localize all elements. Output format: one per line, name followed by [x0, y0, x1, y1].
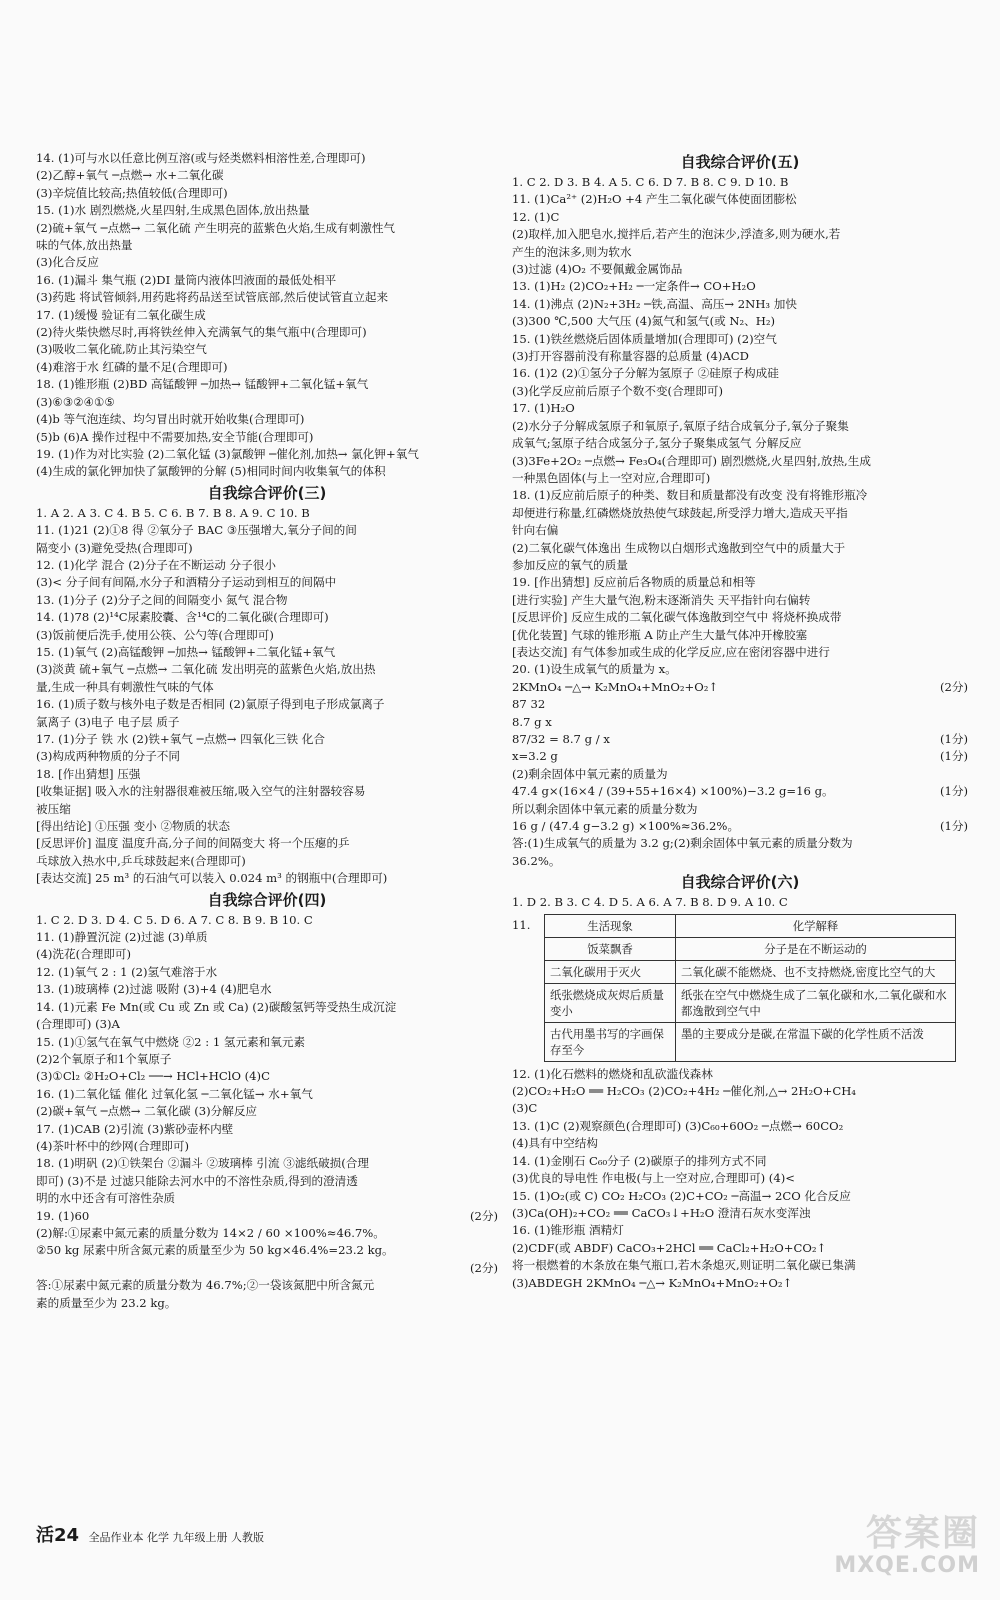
answer-text: 2KMnO₄ ─△→ K₂MnO₄+MnO₂+O₂↑ — [512, 679, 719, 694]
answer-text: 16. (1)2 (2)①氢分子分解为氢原子 ②硅原子构成硅 — [512, 366, 779, 381]
table-header: 化学解释 — [676, 914, 956, 937]
answer-line — [36, 272, 498, 289]
answer-line — [512, 818, 968, 835]
answer-line — [512, 696, 968, 713]
answer-line — [36, 254, 498, 271]
answer-line — [512, 766, 968, 783]
answer-text: 所以剩余固体中氧元素的质量分数为 — [512, 801, 698, 816]
answer-line — [36, 912, 498, 929]
answer-line — [36, 714, 498, 731]
answer-text: 量,生成一种具有刺激性气味的气体 — [36, 679, 214, 694]
answer-line — [512, 557, 968, 574]
answer-text: 17. (1)CAB (2)引流 (3)紫砂壶杯内壁 — [36, 1121, 234, 1136]
answer-text: 却便进行称量,红磷燃烧放热使气球鼓起,所受浮力增大,造成天平指 — [512, 505, 848, 520]
answer-line — [512, 226, 968, 243]
answer-text: (3)< 分子间有间隔,水分子和酒精分子运动到相互的间隔中 — [36, 575, 337, 590]
answer-line — [36, 661, 498, 678]
answer-line — [512, 574, 968, 591]
answer-line — [512, 209, 968, 226]
answer-text: 12. (1)氧气 2 : 1 (2)氢气难溶于水 — [36, 964, 218, 979]
answer-line — [36, 289, 498, 306]
answer-text: (合理即可) (3)A — [36, 1017, 120, 1032]
answer-text: 明的水中还含有可溶性杂质 — [36, 1191, 176, 1206]
answer-text: 1. D 2. B 3. C 4. D 5. A 6. A 7. B 8. D 9. A 10. C — [512, 895, 788, 910]
answer-text: (3)⑥③②④①⑤ — [36, 394, 115, 409]
answer-line — [36, 150, 498, 167]
answer-line — [36, 627, 498, 644]
answer-text: [表达交流] 有气体参加或生成的化学反应,应在密闭容器中进行 — [512, 644, 830, 659]
answer-line — [512, 313, 968, 330]
answer-text: 15. (1)O₂(或 C) CO₂ H₂CO₃ (2)C+CO₂ ─高温→ 2CO 化合反应 — [512, 1188, 851, 1203]
answer-text: 氯离子 (3)电子 电子层 质子 — [36, 714, 180, 729]
answer-line — [36, 1034, 498, 1051]
answer-text: [反思评价] 温度 温度升高,分子间的间隔变大 将一个压瘪的乒 — [36, 836, 350, 851]
answer-line — [36, 1068, 498, 1085]
answer-text: 87/32 = 8.7 g / x — [512, 732, 610, 746]
answer-text: [进行实验] 产生大量气泡,粉末逐渐消失 天平指针向右偏转 — [512, 592, 811, 607]
answer-text: 17. (1)分子 铁 水 (2)铁+氧气 ─点燃→ 四氧化三铁 化合 — [36, 732, 325, 746]
answer-text: 将一根燃着的木条放在集气瓶口,若木条熄灭,则证明二氧化碳已集满 — [512, 1258, 856, 1273]
table-cell: 纸张在空气中燃烧生成了二氧化碳和水,二氧化碳和水都逸散到空气中 — [676, 983, 956, 1022]
answer-line — [36, 1103, 498, 1120]
answer-text: (3)打开容器前没有称量容器的总质量 (4)ACD — [512, 349, 749, 364]
answer-text: 11. (1)21 (2)①8 得 ②氧分子 BAC ③压强增大,氧分子间的间 — [36, 523, 357, 538]
answer-text: (3)饭前便后洗手,使用公筷、公勺等(合理即可) — [36, 627, 274, 642]
answer-text: 即可) (3)不是 过滤只能除去河水中的不溶性杂质,得到的澄清透 — [36, 1173, 358, 1188]
answer-text: 18. (1)明矾 (2)①铁架台 ②漏斗 ②玻璃棒 引流 ③滤纸破损(合理 — [36, 1156, 369, 1171]
answer-line — [512, 731, 968, 748]
answer-line — [36, 1138, 498, 1155]
answer-line — [512, 1135, 968, 1152]
answer-text: 19. (1)作为对比实验 (2)二氧化锰 (3)氯酸钾 ─催化剂,加热→ 氯化钾+氧气 — [36, 446, 419, 461]
right-column — [512, 150, 968, 1292]
answer-text: [优化装置] 气球的锥形瓶 A 防止产生大量气体冲开橡胶塞 — [512, 627, 808, 642]
table-question-11 — [512, 914, 968, 1062]
answer-line — [512, 261, 968, 278]
answer-line — [36, 359, 498, 376]
answer-line — [36, 870, 498, 887]
answer-line — [512, 470, 968, 487]
answer-text: (2)乙醇+氧气 ─点燃→ 水+二氧化碳 — [36, 168, 224, 183]
answer-text: (3)优良的导电性 作电极(与上一空对应,合理即可) (4)< — [512, 1171, 795, 1186]
answer-text: 被压缩 — [36, 801, 71, 816]
section-title — [512, 151, 968, 173]
answer-text: (2)剩余固体中氧元素的质量为 — [512, 766, 668, 781]
answer-line — [36, 1225, 498, 1242]
answer-line — [512, 661, 968, 678]
answer-line — [36, 237, 498, 254]
answer-text: (3)300 ℃,500 大气压 (4)氮气和氢气(或 N₂、H₂) — [512, 314, 776, 329]
answer-text: 乓球放入热水中,乒乓球鼓起来(合理即可) — [36, 853, 246, 868]
answer-line — [512, 1100, 968, 1117]
answer-line — [36, 1173, 498, 1190]
answer-line — [36, 1295, 498, 1312]
answer-line — [512, 348, 968, 365]
answer-line — [36, 964, 498, 981]
answer-line — [512, 1083, 968, 1100]
answer-text: 答:(1)生成氧气的质量为 3.2 g;(2)剩余固体中氧元素的质量分数为 — [512, 836, 853, 851]
left-column — [36, 150, 498, 1312]
answer-text: (3)ABDEGH 2KMnO₄ ─△→ K₂MnO₄+MnO₂+O₂↑ — [512, 1275, 793, 1290]
answer-line — [512, 714, 968, 731]
answer-text: [收集证据] 吸入水的注射器很难被压缩,吸入空气的注射器较容易 — [36, 784, 366, 799]
answer-line — [512, 1153, 968, 1170]
answer-text: 14. (1)78 (2)¹⁴C尿素胶囊、含¹⁴C的二氧化碳(合理即可) — [36, 610, 329, 625]
answer-text: (2)待火柴快燃尽时,再将铁丝伸入充满氧气的集气瓶中(合理即可) — [36, 325, 367, 340]
page-number: 活24 — [36, 1525, 80, 1546]
answer-line — [512, 400, 968, 417]
answer-text: (3)过滤 (4)O₂ 不要佩戴金属饰品 — [512, 262, 683, 277]
section-title — [36, 482, 498, 504]
answer-text: (2)水分子分解成氢原子和氧原子,氧原子结合成氧分子,氧分子聚集 — [512, 418, 849, 433]
answer-text: 11. (1)静置沉淀 (2)过滤 (3)单质 — [36, 930, 208, 945]
answer-text: (3)构成两种物质的分子不同 — [36, 749, 180, 764]
answer-text: 答:①尿素中氮元素的质量分数为 46.7%;②一袋该氮肥中所含氮元 — [36, 1278, 375, 1293]
answer-text: (2)解:①尿素中氮元素的质量分数为 14×2 / 60 ×100%≈46.7%。 — [36, 1225, 385, 1240]
table-cell: 二氧化碳不能燃烧、也不支持燃烧,密度比空气的大 — [676, 960, 956, 983]
answer-text: [得出结论] ①压强 变小 ②物质的状态 — [36, 819, 231, 834]
answer-line — [36, 557, 498, 574]
answer-text: 自我综合评价(五) — [680, 153, 800, 171]
answer-line — [36, 429, 498, 446]
answer-text: (4)洗花(合理即可) — [36, 947, 132, 962]
answer-line — [36, 835, 498, 852]
answer-line — [36, 220, 498, 237]
answer-text: 19. (1)60 — [36, 1208, 90, 1223]
answer-line — [36, 801, 498, 818]
answer-line — [512, 383, 968, 400]
answer-text: [反思评价] 反应生成的二氧化碳气体逸散到空气中 将烧杯换成带 — [512, 610, 842, 625]
answer-line — [36, 505, 498, 522]
answer-text: 自我综合评价(六) — [680, 873, 800, 892]
answer-text: 味的气体,放出热量 — [36, 238, 133, 253]
answer-text: (2)CDF(或 ABDF) CaCO₃+2HCl ══ CaCl₂+H₂O+CO₂↑ — [512, 1240, 827, 1255]
answer-line — [36, 522, 498, 539]
answer-line — [512, 244, 968, 261]
score-note: (2分) — [939, 679, 968, 694]
answer-text: [表达交流] 25 m³ 的石油气可以装入 0.024 m³ 的钢瓶中(合理即可) — [36, 871, 388, 886]
table-cell: 墨的主要成分是碳,在常温下碳的化学性质不活泼 — [676, 1022, 956, 1061]
answer-line — [512, 1188, 968, 1205]
answer-line — [512, 1240, 968, 1257]
table-cell: 古代用墨书写的字画保存至今 — [545, 1022, 676, 1061]
answer-line — [512, 644, 968, 661]
answer-line — [36, 766, 498, 783]
answer-line — [36, 1086, 498, 1103]
answer-line — [512, 331, 968, 348]
answer-text: 47.4 g×(16×4 / (39+55+16×4) ×100%)−3.2 g=16 g。 — [512, 784, 834, 799]
answer-line — [512, 365, 968, 382]
answer-text: 16. (1)二氧化锰 催化 过氧化氢 ─二氧化锰→ 水+氧气 — [36, 1086, 313, 1101]
answer-text: (2)CO₂+H₂O ══ H₂CO₃ (2)CO₂+4H₂ ─催化剂,△→ 2H₂O+CH₄ — [512, 1084, 856, 1099]
answer-line — [512, 418, 968, 435]
answer-text: 18. (1)锥形瓶 (2)BD 高锰酸钾 ─加热→ 锰酸钾+二氧化锰+氧气 — [36, 377, 369, 392]
answer-line — [36, 981, 498, 998]
answer-line — [512, 1066, 968, 1083]
answer-line — [36, 1016, 498, 1033]
answer-line — [512, 1170, 968, 1187]
answer-text: 参加反应的氧气的质量 — [512, 557, 628, 572]
answer-line — [36, 463, 498, 480]
answer-line — [36, 411, 498, 428]
answer-text: 14. (1)元素 Fe Mn(或 Cu 或 Zn 或 Ca) (2)碳酸氢钙等受热生成沉淀 — [36, 999, 397, 1014]
answer-line — [36, 946, 498, 963]
answer-line — [512, 278, 968, 295]
answer-line — [512, 505, 968, 522]
answer-text: 13. (1)玻璃棒 (2)过滤 吸附 (3)+4 (4)肥皂水 — [36, 982, 272, 997]
answer-text: 15. (1)①氢气在氧气中燃烧 ②2 : 1 氢元素和氧元素 — [36, 1034, 306, 1049]
table-row — [545, 937, 956, 960]
answer-text: (4)具有中空结构 — [512, 1136, 598, 1151]
answer-line — [512, 748, 968, 765]
answer-line — [36, 446, 498, 463]
answer-line — [512, 835, 968, 852]
answer-line — [36, 644, 498, 661]
answer-text: ②50 kg 尿素中所含氮元素的质量至少为 50 kg×46.4%=23.2 kg。 — [36, 1243, 394, 1258]
answer-line — [36, 1242, 498, 1259]
answer-line — [36, 307, 498, 324]
answer-line — [36, 999, 498, 1016]
table-cell: 纸张燃烧成灰烬后质量变小 — [545, 983, 676, 1022]
answer-line — [36, 394, 498, 411]
answer-text: 产生的泡沫多,则为软水 — [512, 244, 632, 259]
answer-line — [36, 1208, 498, 1225]
watermark-logo — [790, 1505, 980, 1585]
explanation-table — [544, 914, 956, 1062]
table-row — [545, 960, 956, 983]
answer-line — [36, 696, 498, 713]
answer-line — [512, 679, 968, 696]
answer-text: 17. (1)H₂O — [512, 401, 575, 416]
answer-text: 16 g / (47.4 g−3.2 g) ×100%≈36.2%。 — [512, 819, 740, 834]
answer-text: 13. (1)H₂ (2)CO₂+H₂ ─一定条件→ CO+H₂O — [512, 279, 756, 294]
answer-line — [36, 748, 498, 765]
answer-line — [512, 1222, 968, 1239]
answer-text: (3)辛烷值比较高;热值较低(合理即可) — [36, 185, 228, 200]
answer-line — [36, 818, 498, 835]
answer-text: 36.2%。 — [512, 853, 561, 868]
answer-line — [36, 167, 498, 184]
answer-text: 18. (1)反应前后原子的种类、数目和质量都没有改变 没有将锥形瓶冷 — [512, 488, 868, 503]
answer-text: 11. (1)Ca²⁺ (2)H₂O +4 产生二氧化碳气体使面团膨松 — [512, 192, 797, 207]
answer-text: (4)难溶于水 红磷的量不足(合理即可) — [36, 359, 228, 374]
answer-line — [36, 609, 498, 626]
answer-text: 15. (1)水 剧烈燃烧,火星四射,生成黑色固体,放出热量 — [36, 203, 310, 218]
answer-text: x=3.2 g — [512, 749, 558, 764]
answer-line — [36, 341, 498, 358]
answer-line — [512, 296, 968, 313]
answer-line — [36, 929, 498, 946]
answer-line — [512, 1118, 968, 1135]
page-footer — [36, 1521, 264, 1547]
answer-text: (3)Ca(OH)₂+CO₂ ══ CaCO₃↓+H₂O 澄清石灰水变浑浊 — [512, 1205, 811, 1220]
answer-line — [36, 1051, 498, 1068]
score-note: (1分) — [939, 784, 968, 799]
answer-text: 14. (1)可与水以任意比例互溶(或与烃类燃料相溶性差,合理即可) — [36, 151, 366, 165]
answer-line — [512, 801, 968, 818]
answer-text: 20. (1)设生成氧气的质量为 x。 — [512, 662, 677, 677]
answer-text: 14. (1)金刚石 C₆₀分子 (2)碳原子的排列方式不同 — [512, 1153, 767, 1168]
section-title — [512, 871, 968, 893]
answer-text: 一种黑色固体(与上一空对应,合理即可) — [512, 470, 711, 485]
answer-line — [512, 174, 968, 191]
answer-line — [36, 1190, 498, 1207]
answer-line — [36, 202, 498, 219]
book-title: 全品作业本 化学 九年级上册 人教版 — [88, 1531, 265, 1544]
answer-text: 18. [作出猜想] 压强 — [36, 766, 141, 781]
answer-text: (2)2个氧原子和1个氧原子 — [36, 1051, 172, 1066]
answer-line — [36, 1155, 498, 1172]
answer-text: 12. (1)化学 混合 (2)分子在不断运动 分子很小 — [36, 557, 276, 572]
question-number: 11. — [512, 917, 531, 932]
answer-text: (4)茶叶杯中的纱网(合理即可) — [36, 1138, 190, 1153]
answer-line — [36, 853, 498, 870]
answer-text: 16. (1)漏斗 集气瓶 (2)DI 量筒内液体凹液面的最低处相平 — [36, 272, 337, 287]
answer-text: 自我综合评价(三) — [207, 483, 327, 502]
answer-text: (4)b 等气泡连续、均匀冒出时就开始收集(合理即可) — [36, 412, 305, 427]
table-row — [545, 1022, 956, 1061]
answer-line — [512, 1257, 968, 1274]
answer-line — [512, 627, 968, 644]
score-note: (1分) — [939, 732, 968, 746]
score-note: (2分) — [469, 1208, 498, 1223]
table-header: 生活现象 — [545, 914, 676, 937]
answer-text: (5)b (6)A 操作过程中不需要加热,安全节能(合理即可) — [36, 429, 314, 444]
answer-text: (3)吸收二氧化硫,防止其污染空气 — [36, 342, 207, 357]
answer-line — [512, 487, 968, 504]
answer-line — [512, 540, 968, 557]
answer-line — [36, 574, 498, 591]
score-note: (1分) — [939, 819, 968, 834]
answer-text: 17. (1)缓慢 验证有二氧化碳生成 — [36, 307, 206, 322]
answer-text: (3)淡黄 硫+氧气 ─点燃→ 二氧化硫 发出明亮的蓝紫色火焰,放出热 — [36, 662, 376, 677]
answer-line — [512, 522, 968, 539]
table-cell: 分子是在不断运动的 — [676, 937, 956, 960]
answer-text: (3)3Fe+2O₂ ─点燃→ Fe₃O₄(合理即可) 剧烈燃烧,火星四射,放热,生成 — [512, 453, 871, 468]
answer-text: 针向右偏 — [512, 523, 559, 538]
answer-text: (3)化学反应前后原子个数不变(合理即可) — [512, 383, 723, 398]
answer-text: (2)二氧化碳气体逸出 生成物以白烟形式逸散到空气中的质量大于 — [512, 540, 846, 555]
answer-line — [36, 592, 498, 609]
answer-line — [36, 185, 498, 202]
answer-line — [512, 592, 968, 609]
answer-text: 1. A 2. A 3. C 4. B 5. C 6. B 7. B 8. A 9. C 10. B — [36, 505, 310, 520]
answer-text: 14. (1)沸点 (2)N₂+3H₂ ─铁,高温、高压→ 2NH₃ 加快 — [512, 296, 797, 311]
watermark-text: 答案圈 — [865, 1513, 980, 1554]
answer-line — [512, 191, 968, 208]
answer-text: 87 32 — [512, 697, 546, 712]
answer-text: (2)取样,加入肥皂水,搅拌后,若产生的泡沫少,浮渣多,则为硬水,若 — [512, 227, 841, 242]
answer-line — [512, 783, 968, 800]
section-title — [36, 889, 498, 911]
answer-line — [36, 731, 498, 748]
answer-line — [36, 783, 498, 800]
answer-text: (2)碳+氧气 ─点燃→ 二氧化碳 (3)分解反应 — [36, 1104, 258, 1119]
answer-line — [36, 679, 498, 696]
score-note: (2分) — [469, 1260, 498, 1275]
answer-line — [512, 435, 968, 452]
answer-text: 隔变小 (3)避免受热(合理即可) — [36, 540, 193, 555]
answer-line — [512, 1205, 968, 1222]
answer-text: 12. (1)C — [512, 209, 560, 224]
answer-text: 12. (1)化石燃料的燃烧和乱砍滥伐森林 — [512, 1066, 713, 1081]
score-note: (1分) — [939, 749, 968, 764]
answer-line — [36, 324, 498, 341]
answer-text: 素的质量至少为 23.2 kg。 — [36, 1295, 177, 1310]
answer-text: 15. (1)氧气 (2)高锰酸钾 ─加热→ 锰酸钾+二氧化锰+氧气 — [36, 644, 336, 659]
answer-text: (3)药匙 将试管倾斜,用药匙将药品送至试管底部,然后使试管直立起来 — [36, 290, 389, 305]
answer-text: 16. (1)质子数与核外电子数是否相同 (2)氯原子得到电子形成氯离子 — [36, 697, 385, 712]
answer-text: 15. (1)铁丝燃烧后固体质量增加(合理即可) (2)空气 — [512, 331, 777, 346]
answer-line — [36, 1277, 498, 1294]
answer-line — [512, 453, 968, 470]
answer-line — [512, 853, 968, 870]
answer-text: (2)硫+氧气 ─点燃→ 二氧化硫 产生明亮的蓝紫色火焰,生成有刺激性气 — [36, 220, 396, 235]
answer-text: (4)生成的氯化钾加快了氯酸钾的分解 (5)相同时间内收集氧气的体积 — [36, 464, 386, 479]
answer-text: 16. (1)锥形瓶 酒精灯 — [512, 1223, 624, 1238]
answer-text: (3)C — [512, 1101, 538, 1116]
answer-line — [36, 376, 498, 393]
answer-line — [36, 1260, 498, 1277]
answer-text: 自我综合评价(四) — [207, 890, 327, 909]
watermark-url: MXQE.COM — [834, 1553, 980, 1578]
answer-line — [512, 894, 968, 911]
table-cell: 二氧化碳用于灭火 — [545, 960, 676, 983]
table-row — [545, 983, 956, 1022]
answer-line — [36, 540, 498, 557]
answer-text: (3)①Cl₂ ②H₂O+Cl₂ ──→ HCl+HClO (4)C — [36, 1069, 270, 1084]
answer-text: 13. (1)C (2)观察颜色(合理即可) (3)C₆₀+60O₂ ─点燃→ 60CO₂ — [512, 1118, 844, 1133]
table-header-row — [545, 914, 956, 937]
answer-text: (3)化合反应 — [36, 255, 99, 270]
answer-text: 1. C 2. D 3. B 4. A 5. C 6. D 7. B 8. C 9. D 10. B — [512, 175, 789, 189]
answer-line — [512, 1275, 968, 1292]
answer-text: 8.7 g x — [512, 714, 552, 729]
answer-text: 13. (1)分子 (2)分子之间的间隔变小 氮气 混合物 — [36, 592, 288, 607]
answer-text: 1. C 2. D 3. D 4. C 5. D 6. A 7. C 8. B 9. B 10. C — [36, 912, 313, 927]
table-cell: 饭菜飘香 — [545, 937, 676, 960]
answer-text: 19. [作出猜想] 反应前后各物质的质量总和相等 — [512, 575, 756, 590]
answer-line — [512, 609, 968, 626]
answer-text: 成氧气;氢原子结合成氢分子,氢分子聚集成氢气 分解反应 — [512, 436, 802, 451]
answer-line — [36, 1121, 498, 1138]
